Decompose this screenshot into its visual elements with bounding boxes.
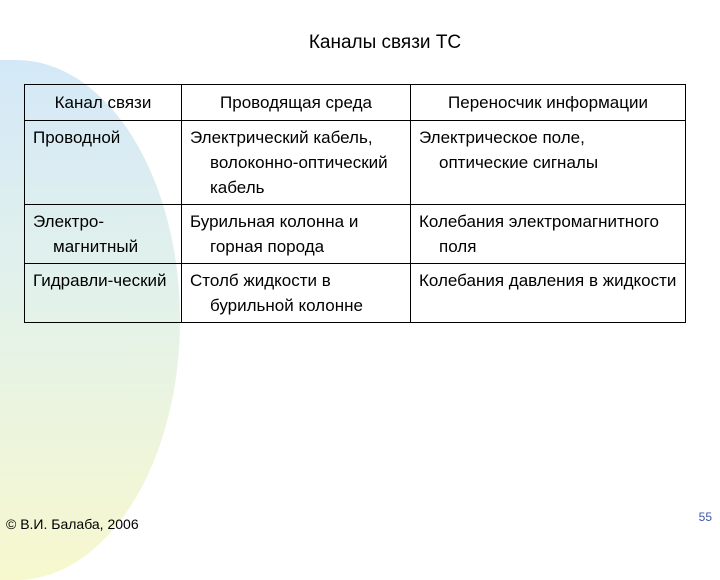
header-carrier: Переносчик информации: [411, 85, 686, 121]
header-medium: Проводящая среда: [182, 85, 411, 121]
cell-carrier: Колебания давления в жидкости: [411, 264, 686, 323]
cell-medium: Столб жидкости в бурильной колонне: [182, 264, 411, 323]
table-header-row: [25, 85, 686, 121]
cell-channel: Проводной: [25, 121, 182, 205]
page-number: 55: [698, 510, 712, 524]
header-channel: Канал связи: [25, 85, 182, 121]
cell-channel: Гидравли-ческий: [25, 264, 182, 323]
table-row: [25, 205, 686, 264]
slide-title: Каналы связи ТС: [308, 32, 462, 53]
table-row: [25, 121, 686, 205]
copyright-footer: © В.И. Балаба, 2006: [6, 516, 139, 532]
cell-carrier: Колебания электромагнитного поля: [411, 205, 686, 264]
cell-channel: Электро-магнитный: [25, 205, 182, 264]
comm-channels-table: [24, 84, 686, 323]
table-row: [25, 264, 686, 323]
cell-medium: Электрический кабель, волоконно-оптический кабель: [182, 121, 411, 205]
cell-carrier: Электрическое поле, оптические сигналы: [411, 121, 686, 205]
cell-medium: Бурильная колонна и горная порода: [182, 205, 411, 264]
